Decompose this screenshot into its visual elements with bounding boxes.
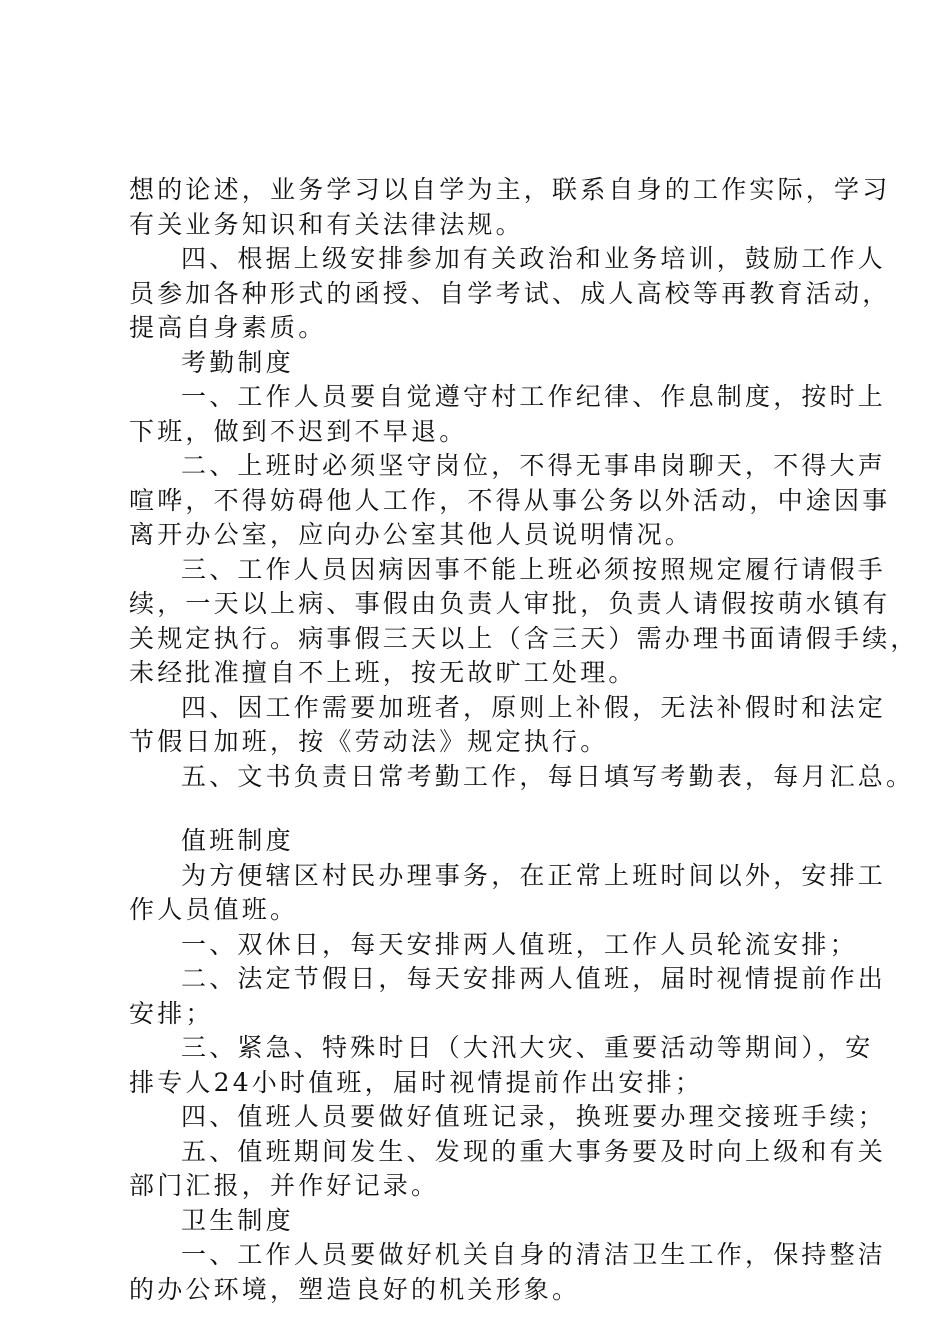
paragraph-line: 五、值班期间发生、发现的重大事务要及时向上级和有关 — [181, 1136, 887, 1166]
paragraph-line: 安排； — [129, 998, 214, 1028]
paragraph-line: 作人员值班。 — [129, 895, 299, 924]
paragraph-line: 有关业务知识和有关法律法规。 — [129, 209, 524, 239]
paragraph-line: 排专人24小时值班，届时视情提前作出安排； — [129, 1067, 704, 1097]
paragraph-line: 三、紧急、特殊时日（大汛大灾、重要活动等期间），安 — [181, 1033, 874, 1062]
document-body — [129, 173, 919, 1307]
paragraph-line: 提高自身素质。 — [129, 313, 327, 342]
paragraph-line: 二、法定节假日，每天安排两人值班，届时视情提前作出 — [181, 964, 887, 993]
paragraph-line: 一、工作人员要做好机关自身的清洁卫生工作，保持整洁 — [181, 1240, 887, 1269]
section-heading-duty: 值班制度 — [181, 826, 294, 855]
section-heading-attendance: 考勤制度 — [181, 347, 294, 377]
paragraph-line: 续，一天以上病、事假由负责人审批，负责人请假按萌水镇有 — [129, 589, 891, 618]
paragraph-line: 为方便辖区村民办理事务，在正常上班时间以外，安排工 — [181, 860, 887, 890]
paragraph-line: 想的论述，业务学习以自学为主，联系自身的工作实际，学习 — [129, 175, 891, 204]
paragraph-line: 四、因工作需要加班者，原则上补假，无法补假时和法定 — [181, 692, 887, 722]
paragraph-line: 喧哗，不得妨碍他人工作，不得从事公务以外活动，中途因事 — [129, 485, 891, 515]
paragraph-line: 四、根据上级安排参加有关政治和业务培训，鼓励工作人 — [181, 244, 887, 273]
paragraph-line: 关规定执行。病事假三天以上（含三天）需办理书面请假手续， — [129, 623, 919, 653]
paragraph-line: 节假日加班，按《劳动法》规定执行。 — [129, 727, 609, 756]
paragraph-line: 三、工作人员因病因事不能上班必须按照规定履行请假手 — [181, 554, 887, 584]
section-heading-hygiene: 卫生制度 — [181, 1205, 294, 1235]
paragraph-line: 未经批准擅自不上班，按无故旷工处理。 — [129, 658, 637, 687]
paragraph-line: 员参加各种形式的函授、自学考试、成人高校等再教育活动， — [129, 278, 891, 308]
paragraph-line: 四、值班人员要做好值班记录，换班要办理交接班手续； — [181, 1102, 887, 1131]
paragraph-line: 下班，做到不迟到不早退。 — [129, 416, 468, 446]
paragraph-line: 二、上班时必须坚守岗位，不得无事串岗聊天，不得大声 — [181, 451, 887, 480]
paragraph-line: 一、双休日，每天安排两人值班，工作人员轮流安排； — [181, 929, 858, 959]
paragraph-line: 的办公环境，塑造良好的机关形象。 — [129, 1274, 581, 1304]
paragraph-line: 五、文书负责日常考勤工作，每日填写考勤表，每月汇总。 — [181, 761, 915, 791]
paragraph-line: 一、工作人员要自觉遵守村工作纪律、作息制度，按时上 — [181, 382, 887, 411]
blank-line — [129, 794, 841, 824]
paragraph-line: 离开办公室，应向办公室其他人员说明情况。 — [129, 520, 694, 549]
paragraph-line: 部门汇报，并作好记录。 — [129, 1171, 440, 1200]
